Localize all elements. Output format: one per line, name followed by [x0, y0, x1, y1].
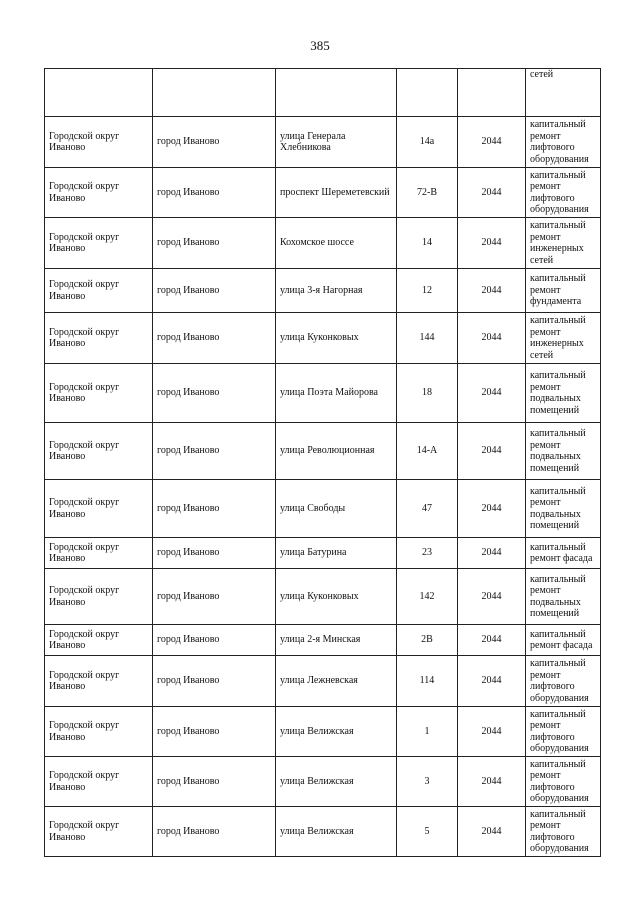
- street-cell: улица Велижская: [276, 707, 397, 757]
- street-cell: улица Поэта Майорова: [276, 364, 397, 423]
- year-cell: 2044: [458, 569, 526, 625]
- year-cell: 2044: [458, 807, 526, 857]
- street-cell: улица Лежневская: [276, 656, 397, 707]
- year-cell: 2044: [458, 656, 526, 707]
- year-cell: 2044: [458, 538, 526, 569]
- district-cell: Городской округ Иваново: [45, 423, 153, 480]
- street-cell: улица Куконковых: [276, 313, 397, 364]
- street-cell: улица 3-я Нагорная: [276, 269, 397, 313]
- table-row: [45, 538, 601, 569]
- house-cell: 144: [397, 313, 458, 364]
- table-body: [45, 69, 601, 857]
- table-row: [45, 423, 601, 480]
- street-cell: улица Свободы: [276, 480, 397, 538]
- year-cell: 2044: [458, 218, 526, 269]
- district-cell: Городской округ Иваново: [45, 480, 153, 538]
- city-cell: город Иваново: [153, 269, 276, 313]
- city-cell: [153, 69, 276, 117]
- street-cell: улица Батурина: [276, 538, 397, 569]
- district-cell: Городской округ Иваново: [45, 218, 153, 269]
- table-row: [45, 569, 601, 625]
- work-cell: капитальный ремонт лифтового оборудования: [526, 656, 601, 707]
- city-cell: город Иваново: [153, 218, 276, 269]
- house-cell: 114: [397, 656, 458, 707]
- repair-schedule-table: [44, 68, 601, 857]
- work-cell: капитальный ремонт фундамента: [526, 269, 601, 313]
- page-number: 385: [310, 38, 330, 53]
- house-cell: 14: [397, 218, 458, 269]
- street-cell: проспект Шереметевский: [276, 168, 397, 218]
- city-cell: город Иваново: [153, 807, 276, 857]
- city-cell: город Иваново: [153, 364, 276, 423]
- year-cell: 2044: [458, 625, 526, 656]
- work-cell: капитальный ремонт фасада: [526, 625, 601, 656]
- table-row: [45, 656, 601, 707]
- year-cell: [458, 69, 526, 117]
- year-cell: 2044: [458, 269, 526, 313]
- city-cell: город Иваново: [153, 757, 276, 807]
- table-row: [45, 757, 601, 807]
- house-cell: 72-В: [397, 168, 458, 218]
- work-cell: капитальный ремонт фасада: [526, 538, 601, 569]
- year-cell: 2044: [458, 364, 526, 423]
- year-cell: 2044: [458, 117, 526, 168]
- district-cell: Городской округ Иваново: [45, 656, 153, 707]
- city-cell: город Иваново: [153, 423, 276, 480]
- district-cell: Городской округ Иваново: [45, 757, 153, 807]
- table-row: [45, 218, 601, 269]
- house-cell: 14а: [397, 117, 458, 168]
- house-cell: 142: [397, 569, 458, 625]
- year-cell: 2044: [458, 423, 526, 480]
- table-row: [45, 480, 601, 538]
- year-cell: 2044: [458, 313, 526, 364]
- house-cell: 5: [397, 807, 458, 857]
- street-cell: улица Революционная: [276, 423, 397, 480]
- district-cell: Городской округ Иваново: [45, 807, 153, 857]
- work-cell: капитальный ремонт инженерных сетей: [526, 313, 601, 364]
- year-cell: 2044: [458, 168, 526, 218]
- house-cell: [397, 69, 458, 117]
- house-cell: 1: [397, 707, 458, 757]
- street-cell: улица Велижская: [276, 757, 397, 807]
- city-cell: город Иваново: [153, 313, 276, 364]
- district-cell: Городской округ Иваново: [45, 117, 153, 168]
- street-cell: улица 2-я Минская: [276, 625, 397, 656]
- city-cell: город Иваново: [153, 707, 276, 757]
- table-row: [45, 625, 601, 656]
- district-cell: Городской округ Иваново: [45, 538, 153, 569]
- city-cell: город Иваново: [153, 117, 276, 168]
- district-cell: Городской округ Иваново: [45, 168, 153, 218]
- house-cell: 18: [397, 364, 458, 423]
- work-cell: капитальный ремонт лифтового оборудования: [526, 707, 601, 757]
- city-cell: город Иваново: [153, 569, 276, 625]
- street-cell: Кохомское шоссе: [276, 218, 397, 269]
- street-cell: [276, 69, 397, 117]
- work-cell: капитальный ремонт лифтового оборудования: [526, 168, 601, 218]
- house-cell: 23: [397, 538, 458, 569]
- work-cell: капитальный ремонт подвальных помещений: [526, 423, 601, 480]
- year-cell: 2044: [458, 707, 526, 757]
- city-cell: город Иваново: [153, 538, 276, 569]
- district-cell: Городской округ Иваново: [45, 569, 153, 625]
- city-cell: город Иваново: [153, 480, 276, 538]
- city-cell: город Иваново: [153, 168, 276, 218]
- city-cell: город Иваново: [153, 656, 276, 707]
- year-cell: 2044: [458, 757, 526, 807]
- work-cell: капитальный ремонт подвальных помещений: [526, 569, 601, 625]
- district-cell: Городской округ Иваново: [45, 269, 153, 313]
- table-row: [45, 168, 601, 218]
- table-row: [45, 117, 601, 168]
- house-cell: 2В: [397, 625, 458, 656]
- table-row: [45, 807, 601, 857]
- street-cell: улица Куконковых: [276, 569, 397, 625]
- work-cell: капитальный ремонт инженерных сетей: [526, 218, 601, 269]
- house-cell: 47: [397, 480, 458, 538]
- work-cell: капитальный ремонт лифтового оборудования: [526, 807, 601, 857]
- work-cell: капитальный ремонт подвальных помещений: [526, 364, 601, 423]
- house-cell: 3: [397, 757, 458, 807]
- year-cell: 2044: [458, 480, 526, 538]
- street-cell: улица Велижская: [276, 807, 397, 857]
- district-cell: Городской округ Иваново: [45, 625, 153, 656]
- district-cell: Городской округ Иваново: [45, 364, 153, 423]
- work-cell: капитальный ремонт лифтового оборудования: [526, 117, 601, 168]
- house-cell: 14-А: [397, 423, 458, 480]
- district-cell: Городской округ Иваново: [45, 313, 153, 364]
- work-cell: капитальный ремонт подвальных помещений: [526, 480, 601, 538]
- district-cell: Городской округ Иваново: [45, 707, 153, 757]
- table-row: [45, 707, 601, 757]
- table-row: [45, 269, 601, 313]
- city-cell: город Иваново: [153, 625, 276, 656]
- table-row: [45, 364, 601, 423]
- work-cell: капитальный ремонт лифтового оборудования: [526, 757, 601, 807]
- work-cell: сетей: [526, 69, 601, 117]
- table-row: [45, 313, 601, 364]
- district-cell: [45, 69, 153, 117]
- house-cell: 12: [397, 269, 458, 313]
- street-cell: улица Генерала Хлебникова: [276, 117, 397, 168]
- table-row-continuation: [45, 69, 601, 117]
